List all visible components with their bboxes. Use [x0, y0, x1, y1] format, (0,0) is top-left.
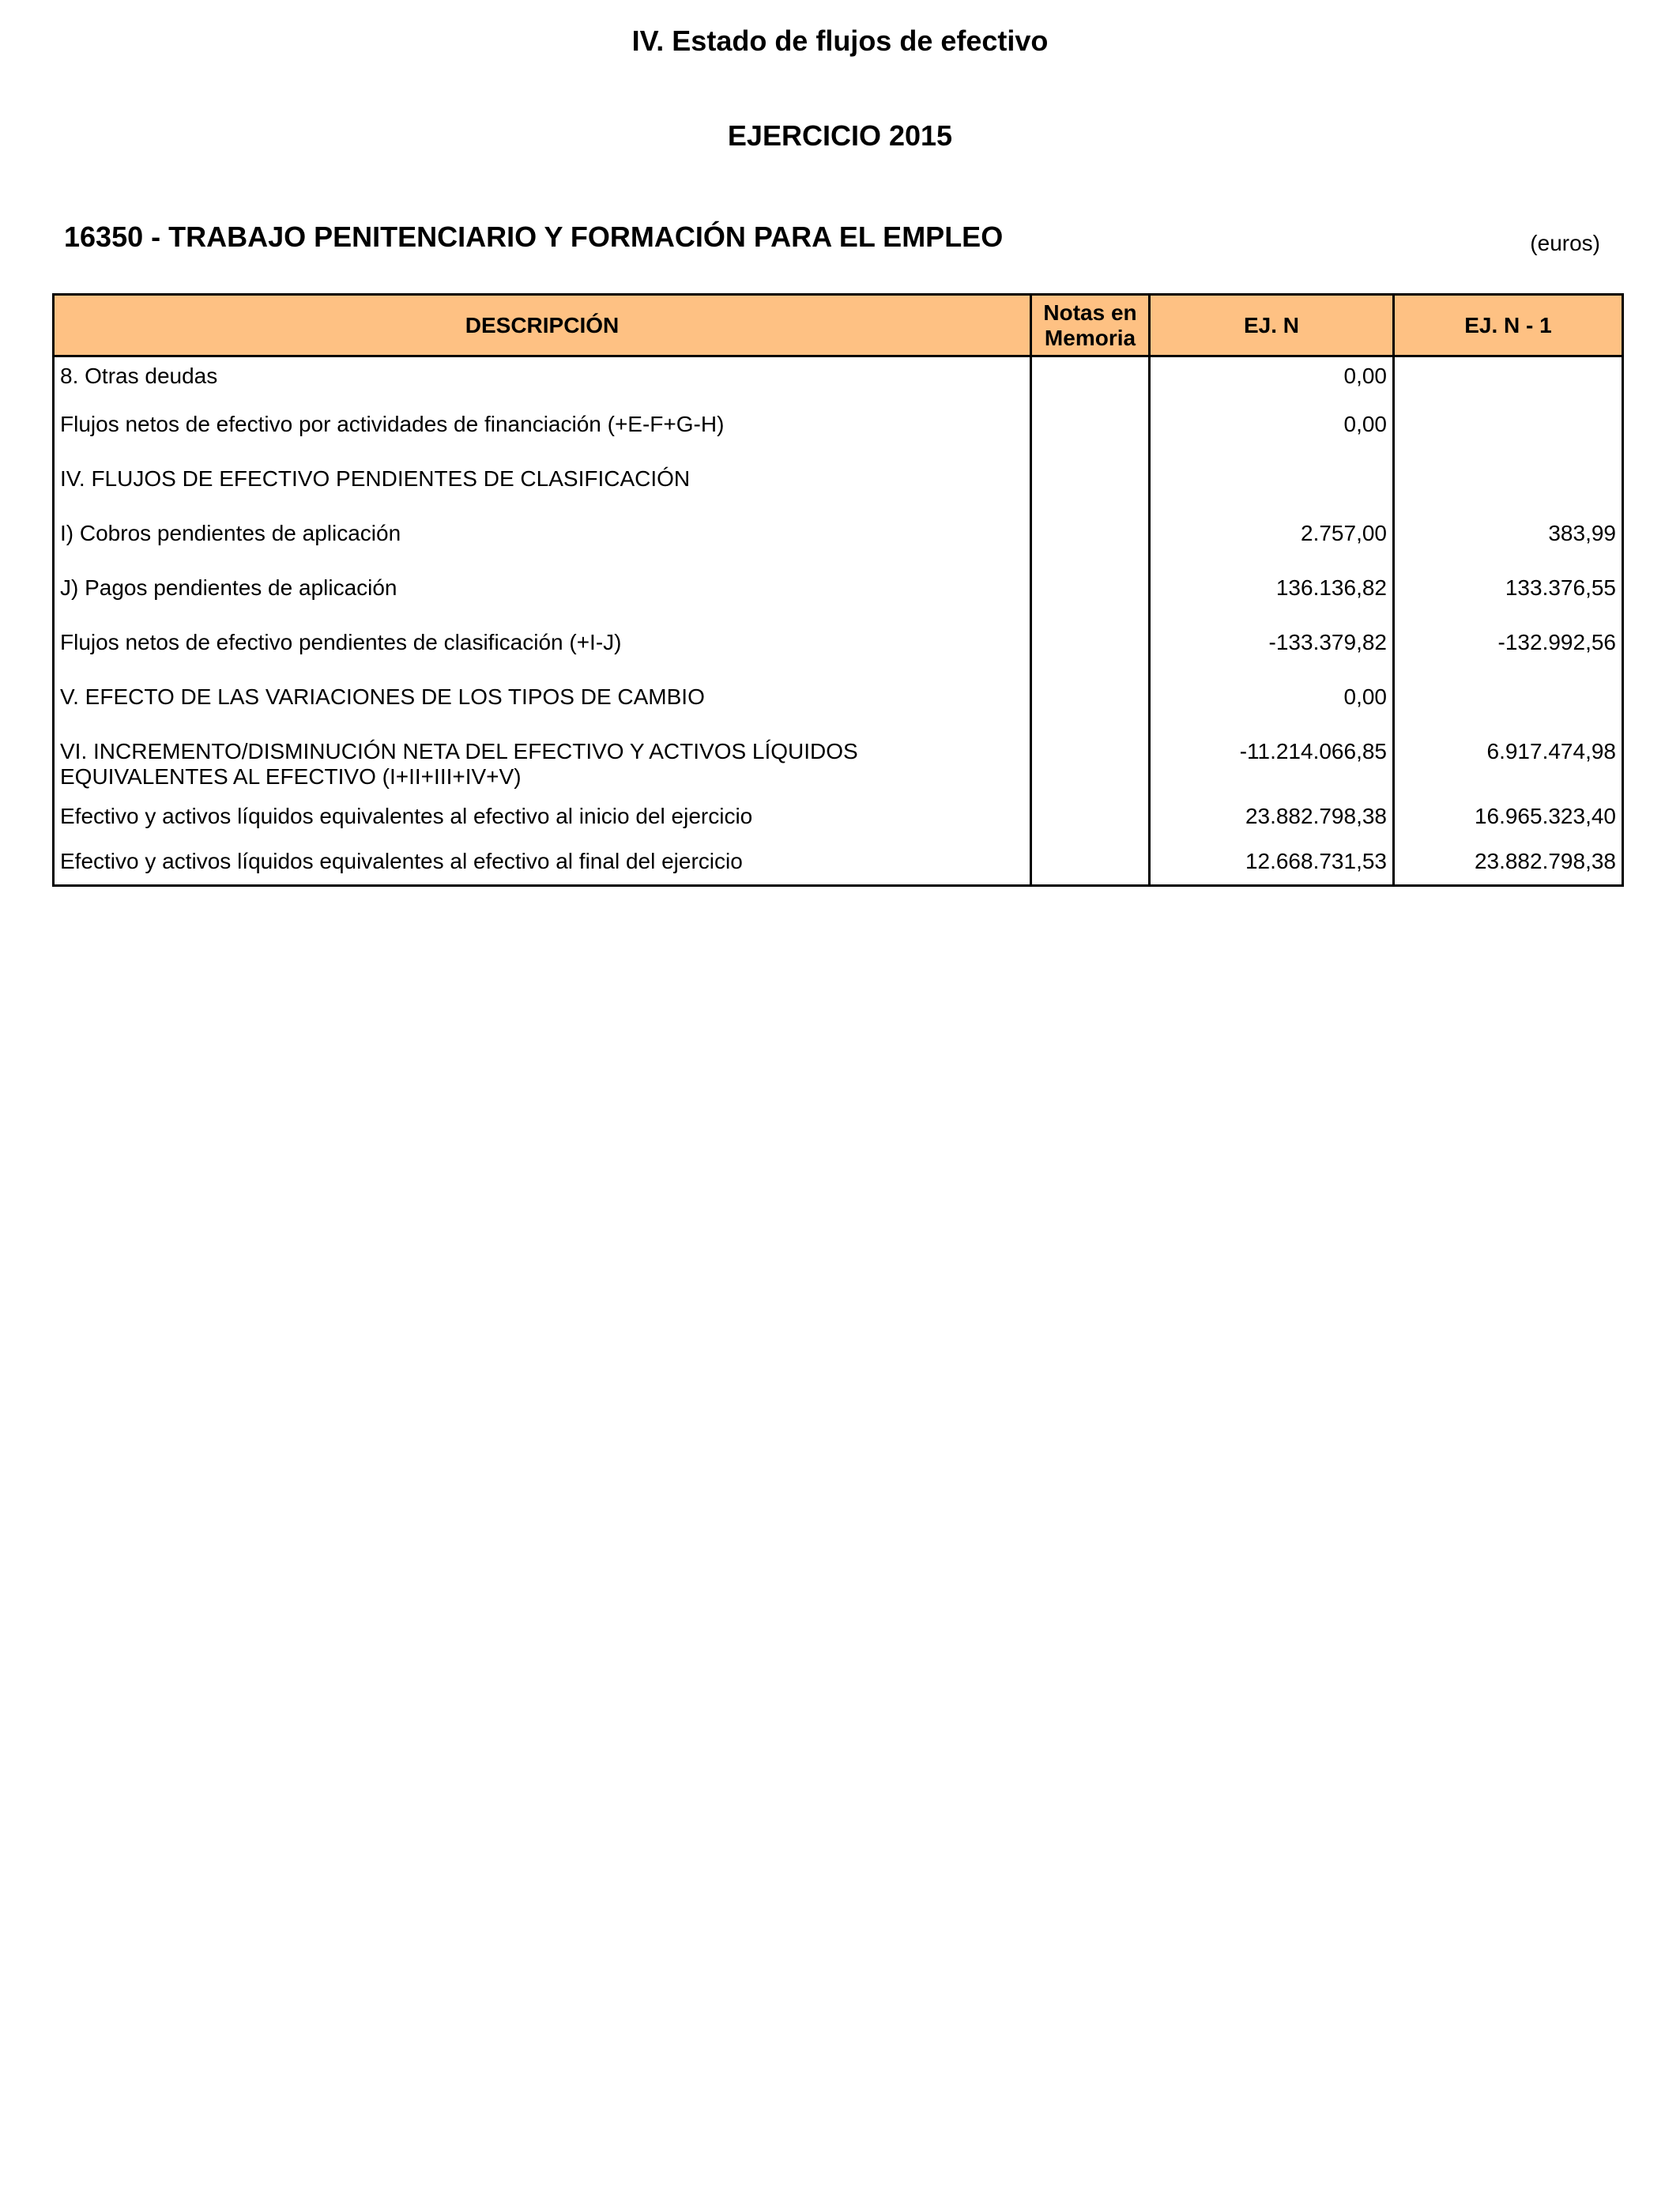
column-header-previous-year: EJ. N - 1 — [1394, 295, 1623, 356]
row-notes — [1031, 412, 1150, 466]
row-current-value: 23.882.798,38 — [1150, 804, 1394, 849]
row-notes — [1031, 521, 1150, 575]
column-header-current-year: EJ. N — [1150, 295, 1394, 356]
row-current-value: 0,00 — [1150, 684, 1394, 739]
row-previous-value — [1394, 412, 1623, 466]
row-notes — [1031, 630, 1150, 684]
cash-flow-table — [52, 293, 1624, 887]
column-header-notes-line1: Notas en — [1043, 300, 1137, 325]
column-header-notes — [1031, 295, 1150, 356]
row-description: J) Pagos pendientes de aplicación — [54, 575, 1031, 630]
table-header-row — [54, 295, 1623, 356]
table-row — [54, 739, 1623, 804]
row-notes — [1031, 575, 1150, 630]
row-current-value: 136.136,82 — [1150, 575, 1394, 630]
row-current-value: -133.379,82 — [1150, 630, 1394, 684]
entity-heading: 16350 - TRABAJO PENITENCIARIO Y FORMACIÓN PARA EL EMPLEO — [64, 221, 1004, 253]
row-notes — [1031, 804, 1150, 849]
row-notes — [1031, 684, 1150, 739]
fiscal-year-heading: EJERCICIO 2015 — [727, 119, 953, 152]
table-row — [54, 630, 1623, 684]
row-notes — [1031, 356, 1150, 413]
column-header-notes-line2: Memoria — [1044, 325, 1136, 350]
table-row — [54, 356, 1623, 413]
table-row — [54, 412, 1623, 466]
row-description: VI. INCREMENTO/DISMINUCIÓN NETA DEL EFECTIVO Y ACTIVOS LÍQUIDOS EQUIVALENTES AL EFECTIVO (I+II+III+IV+V) — [54, 739, 1031, 804]
row-previous-value: 383,99 — [1394, 521, 1623, 575]
table-row — [54, 575, 1623, 630]
table-row — [54, 684, 1623, 739]
row-description: Flujos netos de efectivo por actividades de financiación (+E-F+G-H) — [54, 412, 1031, 466]
row-previous-value — [1394, 356, 1623, 413]
table-row — [54, 521, 1623, 575]
column-header-description: DESCRIPCIÓN — [54, 295, 1031, 356]
row-notes — [1031, 466, 1150, 521]
row-current-value: -11.214.066,85 — [1150, 739, 1394, 804]
row-description: I) Cobros pendientes de aplicación — [54, 521, 1031, 575]
row-description: Efectivo y activos líquidos equivalentes al efectivo al inicio del ejercicio — [54, 804, 1031, 849]
row-current-value — [1150, 466, 1394, 521]
row-description: IV. FLUJOS DE EFECTIVO PENDIENTES DE CLASIFICACIÓN — [54, 466, 1031, 521]
row-previous-value — [1394, 466, 1623, 521]
row-previous-value: 16.965.323,40 — [1394, 804, 1623, 849]
row-description: Flujos netos de efectivo pendientes de clasificación (+I-J) — [54, 630, 1031, 684]
row-previous-value — [1394, 684, 1623, 739]
row-description: Efectivo y activos líquidos equivalentes al efectivo al final del ejercicio — [54, 849, 1031, 886]
row-current-value: 2.757,00 — [1150, 521, 1394, 575]
row-previous-value: 133.376,55 — [1394, 575, 1623, 630]
row-previous-value: -132.992,56 — [1394, 630, 1623, 684]
page-title: IV. Estado de flujos de efectivo — [631, 25, 1049, 57]
row-description: 8. Otras deudas — [54, 356, 1031, 413]
row-notes — [1031, 739, 1150, 804]
row-current-value: 0,00 — [1150, 412, 1394, 466]
row-previous-value: 6.917.474,98 — [1394, 739, 1623, 804]
table-row — [54, 849, 1623, 886]
table-row — [54, 804, 1623, 849]
row-notes — [1031, 849, 1150, 886]
row-previous-value: 23.882.798,38 — [1394, 849, 1623, 886]
currency-unit-label: (euros) — [1530, 231, 1600, 255]
row-current-value: 0,00 — [1150, 356, 1394, 413]
table-row — [54, 466, 1623, 521]
row-current-value: 12.668.731,53 — [1150, 849, 1394, 886]
row-description: V. EFECTO DE LAS VARIACIONES DE LOS TIPOS DE CAMBIO — [54, 684, 1031, 739]
